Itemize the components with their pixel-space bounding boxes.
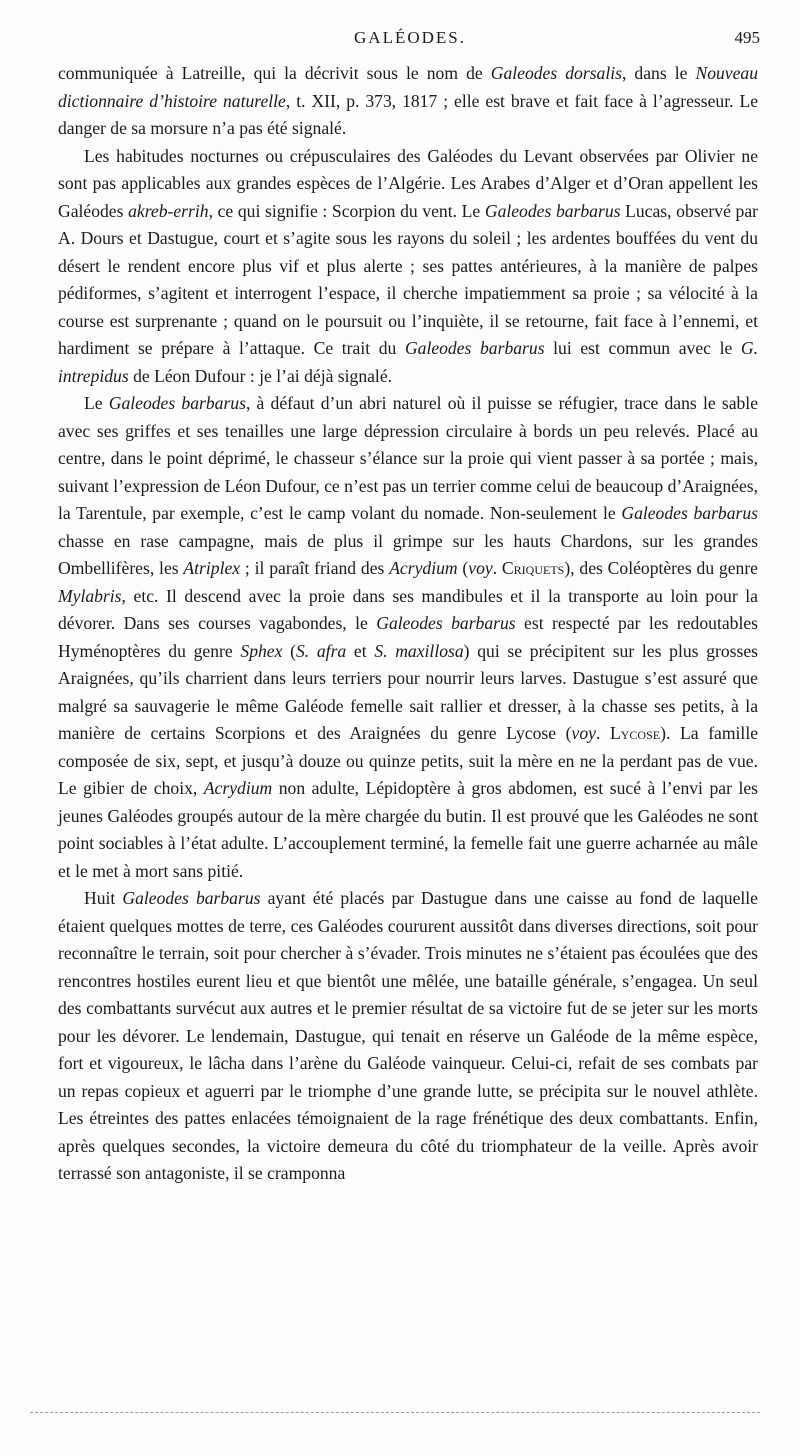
italic-term: Acrydium: [203, 778, 273, 798]
paragraph: [58, 390, 758, 885]
text-run: , dans le: [621, 63, 696, 83]
italic-term: G. intrepidus: [58, 338, 759, 386]
italic-term: Galeodes barbarus: [108, 393, 246, 413]
text-run: et: [346, 640, 375, 661]
italic-term: Galeodes barbarus: [122, 888, 261, 908]
italic-term: Sphex: [240, 640, 283, 661]
footer-rule: [30, 1412, 760, 1413]
small-caps-reference: Criquets: [501, 558, 565, 578]
page-header: [60, 28, 760, 52]
italic-term: Galeodes barbarus: [621, 503, 759, 523]
text-run: lui est commun avec le: [544, 338, 741, 358]
paragraph: [58, 885, 758, 1188]
text-run: (: [457, 558, 469, 578]
text-run: ; il paraît friand des: [240, 558, 390, 578]
text-run: Huit: [84, 888, 123, 908]
text-run: ). La famille composée de six, sept, et jusqu’à douze ou quinze petits, suit la mère en ne la perdant pas de vue. Le gibier de choix,: [58, 723, 759, 798]
text-run: communiquée à Latreille, qui la décrivit sous le nom de: [58, 63, 491, 83]
text-run: , ce qui signifie : Scorpion du vent. Le: [208, 200, 485, 221]
text-run: chasse en rase campagne, mais de plus il grimpe sur les hauts Chardons, sur les grandes Ombellifères, les: [58, 530, 758, 578]
text-run: , t. XII, p. 373, 1817 ; elle est brave et fait face à l’agresseur. Le danger de sa morsure n’a pas été signalé.: [58, 90, 759, 138]
italic-term: Mylabris: [58, 585, 122, 606]
italic-term: Galeodes dorsalis: [490, 63, 622, 83]
italic-term: akreb-errih: [128, 200, 209, 221]
paragraph: [58, 143, 758, 391]
text-run: non adulte, Lépidoptère à gros abdomen, est sucé à l’envi par les jeunes Galéodes groupés autour de la mère chargée du butin. Il est prouvé que les Galéodes ne sont point sociables à l’état adulte. L’accouplement terminé, la femelle fait une guerre acharnée au mâle et le met à mort sans pitié.: [58, 778, 759, 881]
text-run: Le: [84, 393, 109, 413]
text-run: , etc. Il descend avec la proie dans ses mandibules et il la transporte au loin pour la dévorer. Dans ses courses vagabondes, le: [58, 585, 758, 633]
text-run: .: [492, 558, 502, 578]
italic-term: Galeodes barbarus: [376, 613, 516, 633]
italic-term: Acrydium: [389, 558, 458, 578]
italic-term: Atriplex: [183, 558, 241, 578]
paragraph: [58, 60, 758, 143]
text-run: (: [282, 640, 296, 661]
italic-term: voy: [468, 558, 493, 578]
body-text: [58, 60, 758, 1188]
page-number: 495: [734, 28, 760, 47]
small-caps-reference: Lycose: [610, 723, 661, 743]
text-run: , à défaut d’un abri naturel où il puisse se réfugier, trace dans le sable avec ses griffes et ses tenailles une large dépression circulaire à bords un peu relevés. Placé au centre, dans le point déprimé, le chasseur s’élance sur la proie qui vient passer à sa portée ; mais, suivant l’expression de Léon Dufour, ce n’est pas un terrier comme celui de beaucoup d’Araignées, la Tarentule, par exemple, c’est le camp volant du nomade. Non-seulement le: [58, 393, 759, 523]
italic-term: Galeodes barbarus: [404, 338, 545, 358]
text-run: ) qui se précipitent sur les plus grosses Araignées, qu’ils charrient dans leurs terriers pour nourrir leurs larves. Dastugue s’est assuré que malgré sa sauvagerie le même Galéode femelle sait rallier et dresser, à la chasse ses petits, à la manière de certains Scorpions et des Araignées du genre Lycose (: [58, 640, 758, 743]
text-run: de Léon Dufour : je l’ai déjà signalé.: [128, 365, 393, 386]
text-run: ), des Coléoptères du genre: [564, 558, 758, 578]
text-run: Lucas, observé par A. Dours et Dastugue, court et s’agite sous les rayons du soleil ; les ardentes bouffées du vent du désert le rendent encore plus vif et plus alerte ; ses pattes antérieures, à la manière de palpes pédiformes, s’agitent et interrogent l’espace, il cherche impatiemment sa proie ; sa vélocité à la course est surprenante ; quand on le poursuit ou l’inquiète, il se retourne, fait face à l’ennemi, et hardiment se prépare à l’attaque. Ce trait du: [58, 200, 758, 358]
italic-term: Nouveau dictionnaire d’histoire naturelle: [58, 63, 759, 111]
italic-term: voy: [571, 723, 596, 743]
italic-term: S. maxillosa: [374, 640, 464, 661]
running-title: GALÉODES.: [354, 28, 466, 47]
text-run: .: [595, 723, 611, 743]
text-run: est respecté par les redoutables Hyménoptères du genre: [58, 613, 758, 661]
italic-term: Galeodes barbarus: [484, 200, 621, 221]
text-run: ayant été placés par Dastugue dans une caisse au fond de laquelle étaient quelques mottes de terre, ces Galéodes coururent aussitôt dans diverses directions, soit pour reconnaître le terrain, soit pour chercher à s’évader. Trois minutes ne s’étaient pas écoulées que des rencontres hostiles eurent lieu et que bientôt une mêlée, une bataille générale, s’engagea. Un seul des combattants survécut aux autres et le premier résultat de sa victoire fut de se jeter sur les morts pour les dévorer. Le lendemain, Dastugue, qui tenait en réserve un Galéode de la même espèce, fort et vigoureux, le lâcha dans l’arène du Galéode vainqueur. Celui-ci, refait de ses combats par un repas copieux et aguerri par le triomphe d’une grande lutte, se précipita sur le nouvel athlète. Les étreintes des pattes enlacées témoignaient de la rage frénétique des deux combattants. Enfin, après quelques secondes, la victoire demeura du côté du triomphateur de la veille. Après avoir terrassé son antagoniste, il se cramponna: [58, 888, 758, 1183]
italic-term: S. afra: [295, 640, 347, 661]
text-run: Les habitudes nocturnes ou crépusculaires des Galéodes du Levant observées par Olivier ne sont pas applicables aux grandes espèces de l’Algérie. Les Arabes d’Alger et d’Oran appellent les Galéodes: [58, 145, 758, 221]
